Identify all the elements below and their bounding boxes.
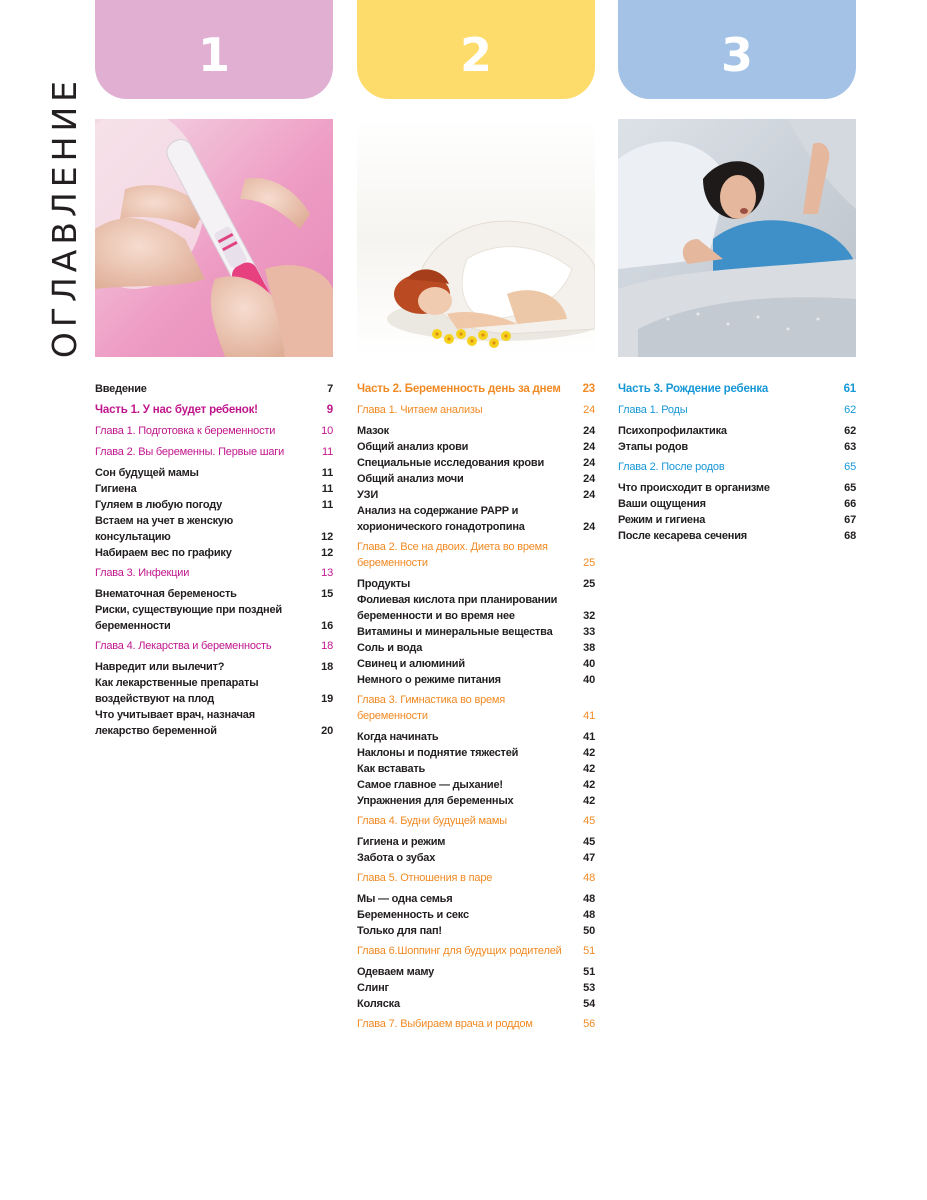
toc-entry-page: 10 bbox=[321, 425, 333, 437]
toc-entry-item[interactable] bbox=[357, 964, 595, 980]
tab-number: 3 bbox=[720, 27, 753, 82]
toc-entry-item[interactable] bbox=[357, 423, 595, 439]
toc-entry-title: Набираем вес по графику bbox=[95, 547, 232, 559]
toc-entry-page: 48 bbox=[583, 893, 595, 905]
toc-entry-chap[interactable] bbox=[357, 402, 595, 418]
toc-column-2 bbox=[357, 381, 595, 1037]
toc-entry-item[interactable] bbox=[357, 996, 595, 1012]
toc-entry-page: 11 bbox=[321, 446, 333, 458]
toc-entry-page: 40 bbox=[583, 674, 595, 686]
toc-entry-item[interactable] bbox=[95, 659, 333, 675]
toc-entry-title: Глава 1. Читаем анализы bbox=[357, 404, 483, 416]
toc-entry-chap[interactable] bbox=[95, 423, 333, 439]
toc-entry-title: Глава 7. Выбираем врача и роддом bbox=[357, 1018, 533, 1030]
toc-entry-title: Свинец и алюминий bbox=[357, 658, 465, 670]
toc-entry-page: 54 bbox=[583, 998, 595, 1010]
toc-entry-title: Наклоны и поднятие тяжестей bbox=[357, 747, 519, 759]
toc-entry-page: 24 bbox=[583, 441, 595, 453]
page-title bbox=[44, 75, 84, 358]
toc-entry-page: 51 bbox=[583, 945, 595, 957]
toc-entry-page: 40 bbox=[583, 658, 595, 670]
toc-entry-item[interactable] bbox=[357, 745, 595, 761]
toc-entry-page: 12 bbox=[321, 531, 333, 543]
toc-entry-title: Глава 1. Подготовка к беременности bbox=[95, 425, 276, 437]
toc-entry-title: Гигиена bbox=[95, 483, 137, 495]
toc-entry-page: 24 bbox=[583, 404, 595, 416]
toc-entry-title: Что происходит в организме bbox=[618, 482, 770, 494]
toc-entry-page: 67 bbox=[844, 514, 856, 526]
toc-entry-title: Встаем на учет в женскую консультацию bbox=[95, 515, 234, 543]
woman-giving-birth-photo bbox=[618, 119, 856, 357]
toc-entry-page: 66 bbox=[844, 498, 856, 510]
toc-entry-item[interactable] bbox=[357, 576, 595, 592]
toc-entry-title: Когда начинать bbox=[357, 731, 439, 743]
toc-entry-title: Навредит или вылечит? bbox=[95, 661, 225, 673]
toc-entry-item[interactable] bbox=[357, 672, 595, 688]
toc-entry-page: 24 bbox=[583, 489, 595, 501]
toc-entry-item[interactable] bbox=[95, 586, 333, 602]
toc-entry-title: Режим и гигиена bbox=[618, 514, 706, 526]
toc-entry-page: 61 bbox=[843, 383, 856, 395]
toc-entry-page: 63 bbox=[844, 441, 856, 453]
page-title-text: ОГЛАВЛЕНИЕ bbox=[44, 75, 84, 358]
toc-entry-item[interactable] bbox=[357, 923, 595, 939]
toc-entry-title: Мы — одна семья bbox=[357, 893, 453, 905]
toc-entry-page: 53 bbox=[583, 982, 595, 994]
toc-entry-page: 25 bbox=[583, 557, 595, 569]
toc-entry-item[interactable] bbox=[618, 439, 856, 455]
toc-entry-item[interactable] bbox=[357, 891, 595, 907]
toc-entry-item[interactable] bbox=[95, 481, 333, 497]
toc-entry-chap[interactable] bbox=[357, 1016, 595, 1032]
toc-entry-title: Только для пап! bbox=[357, 925, 442, 937]
toc-entry-title: Глава 1. Роды bbox=[618, 404, 688, 416]
toc-entry-page: 62 bbox=[844, 425, 856, 437]
toc-entry-page: 45 bbox=[583, 836, 595, 848]
toc-entry-item[interactable] bbox=[357, 439, 595, 455]
toc-entry-page: 41 bbox=[583, 731, 595, 743]
toc-entry-title: Глава 3. Инфекции bbox=[95, 567, 190, 579]
toc-entry-title: Общий анализ крови bbox=[357, 441, 469, 453]
toc-entry-title: Анализ на содержание PAPP и хорионического гонадотропина bbox=[357, 505, 525, 533]
pregnancy-test-photo bbox=[95, 119, 333, 357]
toc-entry-item[interactable] bbox=[357, 503, 595, 535]
toc-entry-chap[interactable] bbox=[357, 692, 595, 724]
toc-entry-item[interactable] bbox=[618, 423, 856, 439]
toc-entry-page: 24 bbox=[583, 457, 595, 469]
toc-entry-title: После кесарева сечения bbox=[618, 530, 747, 542]
toc-entry-item[interactable] bbox=[357, 777, 595, 793]
toc-entry-item[interactable] bbox=[95, 497, 333, 513]
toc-entry-item[interactable] bbox=[357, 455, 595, 471]
toc-entry-page: 42 bbox=[583, 779, 595, 791]
toc-entry-intro[interactable] bbox=[95, 381, 333, 397]
toc-entry-title: Ваши ощущения bbox=[618, 498, 706, 510]
toc-entry-item[interactable] bbox=[95, 545, 333, 561]
toc-entry-item[interactable] bbox=[95, 465, 333, 481]
toc-entry-page: 65 bbox=[844, 461, 856, 473]
toc-entry-page: 42 bbox=[583, 747, 595, 759]
toc-entry-title: Внематочная беременость bbox=[95, 588, 237, 600]
toc-entry-title: Глава 2. После родов bbox=[618, 461, 725, 473]
toc-column-1 bbox=[95, 381, 333, 739]
toc-entry-title: Фолиевая кислота при планировании беременности и во время нее bbox=[357, 594, 558, 622]
toc-entry-item[interactable] bbox=[618, 512, 856, 528]
toc-entry-page: 45 bbox=[583, 815, 595, 827]
toc-entry-chap[interactable] bbox=[357, 870, 595, 886]
toc-entry-title: Витамины и минеральные вещества bbox=[357, 626, 553, 638]
toc-entry-title: Специальные исследования крови bbox=[357, 457, 545, 469]
toc-entry-item[interactable] bbox=[357, 850, 595, 866]
toc-entry-page: 62 bbox=[844, 404, 856, 416]
toc-entry-title: Как вставать bbox=[357, 763, 426, 775]
toc-column-3 bbox=[618, 381, 856, 544]
toc-entry-title: Часть 2. Беременность день за днем bbox=[357, 383, 561, 395]
toc-entry-title: Риски, существующие при поздней беременности bbox=[95, 604, 282, 632]
toc-entry-item[interactable] bbox=[357, 907, 595, 923]
toc-entry-title: Беременность и секс bbox=[357, 909, 469, 921]
toc-entry-chap[interactable] bbox=[357, 813, 595, 829]
toc-entry-title: Сон будущей мамы bbox=[95, 467, 199, 479]
toc-entry-item[interactable] bbox=[357, 592, 595, 624]
toc-entry-title: Введение bbox=[95, 383, 147, 395]
toc-entry-page: 25 bbox=[583, 578, 595, 590]
toc-entry-title: Соль и вода bbox=[357, 642, 423, 654]
toc-entry-chap[interactable] bbox=[95, 444, 333, 460]
toc-entry-item[interactable] bbox=[357, 624, 595, 640]
tab-part-1 bbox=[95, 0, 333, 99]
toc-entry-part[interactable] bbox=[618, 381, 856, 397]
toc-entry-page: 9 bbox=[326, 404, 333, 416]
toc-entry-item[interactable] bbox=[357, 656, 595, 672]
toc-entry-item[interactable] bbox=[357, 471, 595, 487]
toc-entry-page: 47 bbox=[583, 852, 595, 864]
toc-entry-title: УЗИ bbox=[357, 489, 379, 501]
toc-entry-item[interactable] bbox=[95, 602, 333, 634]
toc-entry-page: 11 bbox=[321, 499, 333, 511]
toc-entry-item[interactable] bbox=[618, 496, 856, 512]
toc-entry-title: Глава 5. Отношения в паре bbox=[357, 872, 493, 884]
toc-entry-chap[interactable] bbox=[95, 638, 333, 654]
toc-entry-item[interactable] bbox=[357, 834, 595, 850]
toc-entry-page: 42 bbox=[583, 763, 595, 775]
toc-entry-page: 11 bbox=[321, 483, 333, 495]
toc-entry-title: Мазок bbox=[357, 425, 389, 437]
toc-entry-page: 7 bbox=[327, 383, 333, 395]
tab-number: 2 bbox=[459, 27, 492, 82]
toc-entry-page: 51 bbox=[583, 966, 595, 978]
toc-entry-chap[interactable] bbox=[618, 402, 856, 418]
toc-entry-title: Забота о зубах bbox=[357, 852, 436, 864]
toc-entry-title: Упражнения для беременных bbox=[357, 795, 514, 807]
toc-entry-page: 48 bbox=[583, 872, 595, 884]
toc-entry-page: 42 bbox=[583, 795, 595, 807]
toc-entry-chap[interactable] bbox=[357, 539, 595, 571]
tab-part-3 bbox=[618, 0, 856, 99]
toc-entry-page: 41 bbox=[583, 710, 595, 722]
toc-entry-chap[interactable] bbox=[618, 459, 856, 475]
toc-entry-page: 65 bbox=[844, 482, 856, 494]
toc-entry-chap[interactable] bbox=[357, 943, 595, 959]
toc-entry-page: 18 bbox=[321, 640, 333, 652]
toc-entry-item[interactable] bbox=[95, 513, 333, 545]
toc-entry-part[interactable] bbox=[357, 381, 595, 397]
toc-entry-page: 32 bbox=[583, 610, 595, 622]
toc-entry-title: Глава 2. Все на двоих. Диета во время беременности bbox=[357, 541, 548, 569]
toc-entry-page: 15 bbox=[321, 588, 333, 600]
toc-entry-page: 13 bbox=[321, 567, 333, 579]
toc-entry-item[interactable] bbox=[357, 729, 595, 745]
toc-entry-title: Одеваем маму bbox=[357, 966, 435, 978]
toc-entry-page: 18 bbox=[321, 661, 333, 673]
toc-entry-item[interactable] bbox=[357, 761, 595, 777]
toc-entry-title: Коляска bbox=[357, 998, 400, 1010]
toc-entry-page: 24 bbox=[583, 521, 595, 533]
toc-entry-item[interactable] bbox=[357, 487, 595, 503]
toc-entry-title: Продукты bbox=[357, 578, 411, 590]
toc-entry-title: Глава 2. Вы беременны. Первые шаги bbox=[95, 446, 285, 458]
toc-entry-page: 68 bbox=[844, 530, 856, 542]
toc-entry-title: Как лекарственные препараты воздействуют на плод bbox=[95, 677, 259, 705]
toc-entry-title: Гигиена и режим bbox=[357, 836, 446, 848]
toc-entry-title: Общий анализ мочи bbox=[357, 473, 464, 485]
toc-entry-title: Слинг bbox=[357, 982, 389, 994]
toc-entry-title: Гуляем в любую погоду bbox=[95, 499, 223, 511]
toc-entry-page: 38 bbox=[583, 642, 595, 654]
toc-entry-title: Часть 3. Рождение ребенка bbox=[618, 383, 769, 395]
toc-entry-title: Глава 4. Будни будущей мамы bbox=[357, 815, 507, 827]
tab-part-2 bbox=[357, 0, 595, 99]
toc-entry-page: 23 bbox=[582, 383, 595, 395]
toc-entry-page: 33 bbox=[583, 626, 595, 638]
toc-entry-page: 16 bbox=[321, 620, 333, 632]
tab-number: 1 bbox=[197, 27, 230, 82]
toc-entry-item[interactable] bbox=[95, 675, 333, 707]
toc-entry-item[interactable] bbox=[95, 707, 333, 739]
toc-entry-page: 48 bbox=[583, 909, 595, 921]
toc-entry-page: 50 bbox=[583, 925, 595, 937]
reclining-pregnant-woman-photo bbox=[357, 119, 595, 357]
toc-entry-item[interactable] bbox=[357, 793, 595, 809]
toc-entry-title: Глава 3. Гимнастика во время беременности bbox=[357, 694, 506, 722]
toc-entry-page: 19 bbox=[321, 693, 333, 705]
toc-entry-title: Немного о режиме питания bbox=[357, 674, 501, 686]
toc-entry-page: 56 bbox=[583, 1018, 595, 1030]
toc-entry-item[interactable] bbox=[357, 640, 595, 656]
toc-entry-title: Глава 6.Шоппинг для будущих родителей bbox=[357, 945, 562, 957]
toc-entry-page: 12 bbox=[321, 547, 333, 559]
toc-entry-title: Этапы родов bbox=[618, 441, 688, 453]
toc-entry-item[interactable] bbox=[357, 980, 595, 996]
toc-entry-chap[interactable] bbox=[95, 565, 333, 581]
toc-entry-item[interactable] bbox=[618, 480, 856, 496]
toc-entry-page: 20 bbox=[321, 725, 333, 737]
toc-entry-item[interactable] bbox=[618, 528, 856, 544]
toc-entry-title: Психопрофилактика bbox=[618, 425, 727, 437]
toc-entry-title: Самое главное — дыхание! bbox=[357, 779, 503, 791]
toc-entry-part[interactable] bbox=[95, 402, 333, 418]
toc-entry-title: Что учитывает врач, назначая лекарство беременной bbox=[95, 709, 255, 737]
toc-entry-page: 24 bbox=[583, 425, 595, 437]
toc-entry-page: 24 bbox=[583, 473, 595, 485]
toc-entry-title: Часть 1. У нас будет ребенок! bbox=[95, 404, 258, 416]
toc-entry-title: Глава 4. Лекарства и беременность bbox=[95, 640, 272, 652]
toc-entry-page: 11 bbox=[321, 467, 333, 479]
